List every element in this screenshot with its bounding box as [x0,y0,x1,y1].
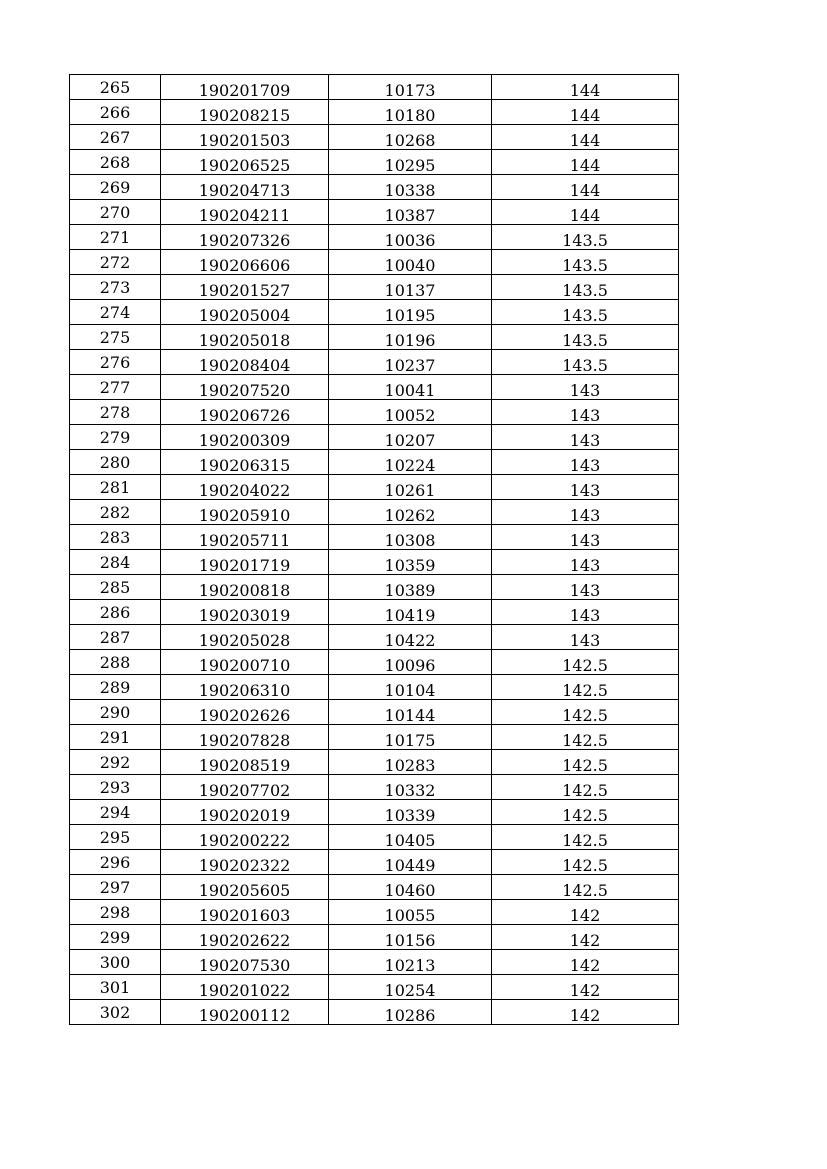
rank-cell: 274 [70,300,161,325]
score-cell: 144 [492,75,679,100]
score-cell: 143 [492,500,679,525]
rank-cell: 276 [70,350,161,375]
rank-cell: 296 [70,850,161,875]
exam-number-cell: 10419 [329,600,492,625]
score-cell: 143 [492,525,679,550]
rank-cell: 268 [70,150,161,175]
exam-number-cell: 10207 [329,425,492,450]
table-row [70,575,679,600]
student-id-cell: 190202019 [161,800,329,825]
rank-cell: 271 [70,225,161,250]
table-row [70,675,679,700]
score-cell: 142.5 [492,800,679,825]
student-id-cell: 190207520 [161,375,329,400]
exam-number-cell: 10261 [329,475,492,500]
score-cell: 142.5 [492,850,679,875]
score-cell: 143.5 [492,350,679,375]
rank-cell: 280 [70,450,161,475]
exam-number-cell: 10036 [329,225,492,250]
exam-number-cell: 10389 [329,575,492,600]
score-cell: 142.5 [492,875,679,900]
table-row [70,925,679,950]
exam-number-cell: 10173 [329,75,492,100]
student-id-cell: 190201022 [161,975,329,1000]
student-id-cell: 190201709 [161,75,329,100]
score-cell: 143.5 [492,225,679,250]
student-id-cell: 190204022 [161,475,329,500]
table-row [70,975,679,1000]
exam-number-cell: 10283 [329,750,492,775]
exam-number-cell: 10449 [329,850,492,875]
student-id-cell: 190205004 [161,300,329,325]
rank-cell: 295 [70,825,161,850]
table-row [70,175,679,200]
exam-number-cell: 10052 [329,400,492,425]
student-id-cell: 190200112 [161,1000,329,1025]
score-cell: 142 [492,925,679,950]
student-id-cell: 190201527 [161,275,329,300]
rank-cell: 284 [70,550,161,575]
rank-cell: 299 [70,925,161,950]
table-row [70,375,679,400]
rank-cell: 301 [70,975,161,1000]
rank-cell: 287 [70,625,161,650]
score-cell: 142.5 [492,725,679,750]
table-row [70,500,679,525]
table-row [70,225,679,250]
exam-number-cell: 10254 [329,975,492,1000]
student-id-cell: 190207828 [161,725,329,750]
score-cell: 143.5 [492,275,679,300]
table-row [70,125,679,150]
table-row [70,150,679,175]
student-id-cell: 190200222 [161,825,329,850]
exam-number-cell: 10137 [329,275,492,300]
score-cell: 143 [492,550,679,575]
student-id-cell: 190205028 [161,625,329,650]
table-row [70,750,679,775]
rank-cell: 291 [70,725,161,750]
student-id-cell: 190206525 [161,150,329,175]
rank-cell: 290 [70,700,161,725]
exam-number-cell: 10096 [329,650,492,675]
table-row [70,700,679,725]
exam-number-cell: 10213 [329,950,492,975]
exam-number-cell: 10195 [329,300,492,325]
exam-number-cell: 10262 [329,500,492,525]
table-row [70,950,679,975]
exam-number-cell: 10041 [329,375,492,400]
score-cell: 142.5 [492,650,679,675]
exam-number-cell: 10224 [329,450,492,475]
rank-cell: 298 [70,900,161,925]
student-id-cell: 190206310 [161,675,329,700]
student-id-cell: 190200818 [161,575,329,600]
exam-number-cell: 10387 [329,200,492,225]
exam-number-cell: 10405 [329,825,492,850]
rank-cell: 272 [70,250,161,275]
table-row [70,725,679,750]
rank-cell: 297 [70,875,161,900]
table-row [70,600,679,625]
exam-number-cell: 10237 [329,350,492,375]
student-id-cell: 190205605 [161,875,329,900]
table-row [70,875,679,900]
rank-cell: 289 [70,675,161,700]
student-id-cell: 190202622 [161,925,329,950]
table-row [70,775,679,800]
table-row [70,625,679,650]
rank-cell: 293 [70,775,161,800]
student-id-cell: 190200710 [161,650,329,675]
score-cell: 143 [492,400,679,425]
exam-number-cell: 10156 [329,925,492,950]
table-row [70,325,679,350]
rank-cell: 288 [70,650,161,675]
score-cell: 142 [492,975,679,1000]
exam-number-cell: 10308 [329,525,492,550]
student-id-cell: 190203019 [161,600,329,625]
student-id-cell: 190208519 [161,750,329,775]
rank-cell: 300 [70,950,161,975]
rank-cell: 286 [70,600,161,625]
student-id-cell: 190208404 [161,350,329,375]
table-row [70,75,679,100]
rank-cell: 269 [70,175,161,200]
student-id-cell: 190207702 [161,775,329,800]
student-id-cell: 190205910 [161,500,329,525]
score-cell: 143 [492,600,679,625]
exam-number-cell: 10196 [329,325,492,350]
exam-number-cell: 10422 [329,625,492,650]
rank-cell: 265 [70,75,161,100]
rank-cell: 302 [70,1000,161,1025]
score-cell: 143 [492,375,679,400]
student-id-cell: 190206726 [161,400,329,425]
table-row [70,350,679,375]
exam-number-cell: 10339 [329,800,492,825]
exam-number-cell: 10359 [329,550,492,575]
table-row [70,100,679,125]
exam-number-cell: 10286 [329,1000,492,1025]
score-cell: 142.5 [492,825,679,850]
exam-number-cell: 10040 [329,250,492,275]
table-row [70,475,679,500]
score-cell: 142 [492,950,679,975]
table-row [70,525,679,550]
exam-number-cell: 10268 [329,125,492,150]
exam-number-cell: 10104 [329,675,492,700]
rank-cell: 270 [70,200,161,225]
score-cell: 143.5 [492,250,679,275]
score-cell: 143 [492,450,679,475]
score-cell: 142.5 [492,750,679,775]
rank-cell: 281 [70,475,161,500]
table-row [70,900,679,925]
table-row [70,550,679,575]
score-cell: 142.5 [492,775,679,800]
student-id-cell: 190205711 [161,525,329,550]
table-row [70,825,679,850]
table-row [70,300,679,325]
table-row [70,425,679,450]
table-row [70,200,679,225]
table-body [70,75,679,1025]
table-row [70,800,679,825]
rank-cell: 294 [70,800,161,825]
exam-number-cell: 10332 [329,775,492,800]
student-id-cell: 190201503 [161,125,329,150]
student-id-cell: 190206606 [161,250,329,275]
score-cell: 144 [492,200,679,225]
score-cell: 143 [492,425,679,450]
student-id-cell: 190206315 [161,450,329,475]
rank-cell: 279 [70,425,161,450]
student-id-cell: 190200309 [161,425,329,450]
score-table [69,74,679,1025]
student-id-cell: 190207530 [161,950,329,975]
rank-cell: 283 [70,525,161,550]
student-id-cell: 190202626 [161,700,329,725]
table-row [70,850,679,875]
student-id-cell: 190204713 [161,175,329,200]
score-cell: 144 [492,125,679,150]
rank-cell: 275 [70,325,161,350]
exam-number-cell: 10338 [329,175,492,200]
score-cell: 142.5 [492,700,679,725]
table-row [70,275,679,300]
score-cell: 142 [492,900,679,925]
score-cell: 143.5 [492,300,679,325]
exam-number-cell: 10175 [329,725,492,750]
rank-cell: 266 [70,100,161,125]
score-cell: 144 [492,100,679,125]
score-cell: 143 [492,575,679,600]
exam-number-cell: 10295 [329,150,492,175]
rank-cell: 282 [70,500,161,525]
rank-cell: 277 [70,375,161,400]
student-id-cell: 190202322 [161,850,329,875]
exam-number-cell: 10055 [329,900,492,925]
score-cell: 144 [492,150,679,175]
score-cell: 143 [492,625,679,650]
student-id-cell: 190204211 [161,200,329,225]
student-id-cell: 190201719 [161,550,329,575]
rank-cell: 285 [70,575,161,600]
student-id-cell: 190208215 [161,100,329,125]
rank-cell: 273 [70,275,161,300]
exam-number-cell: 10144 [329,700,492,725]
rank-cell: 292 [70,750,161,775]
student-id-cell: 190205018 [161,325,329,350]
table-row [70,1000,679,1025]
score-cell: 142 [492,1000,679,1025]
score-cell: 142.5 [492,675,679,700]
exam-number-cell: 10460 [329,875,492,900]
table-row [70,400,679,425]
score-cell: 144 [492,175,679,200]
score-cell: 143 [492,475,679,500]
exam-number-cell: 10180 [329,100,492,125]
table-row [70,450,679,475]
student-id-cell: 190201603 [161,900,329,925]
table-row [70,650,679,675]
rank-cell: 267 [70,125,161,150]
table-row [70,250,679,275]
score-cell: 143.5 [492,325,679,350]
rank-cell: 278 [70,400,161,425]
student-id-cell: 190207326 [161,225,329,250]
